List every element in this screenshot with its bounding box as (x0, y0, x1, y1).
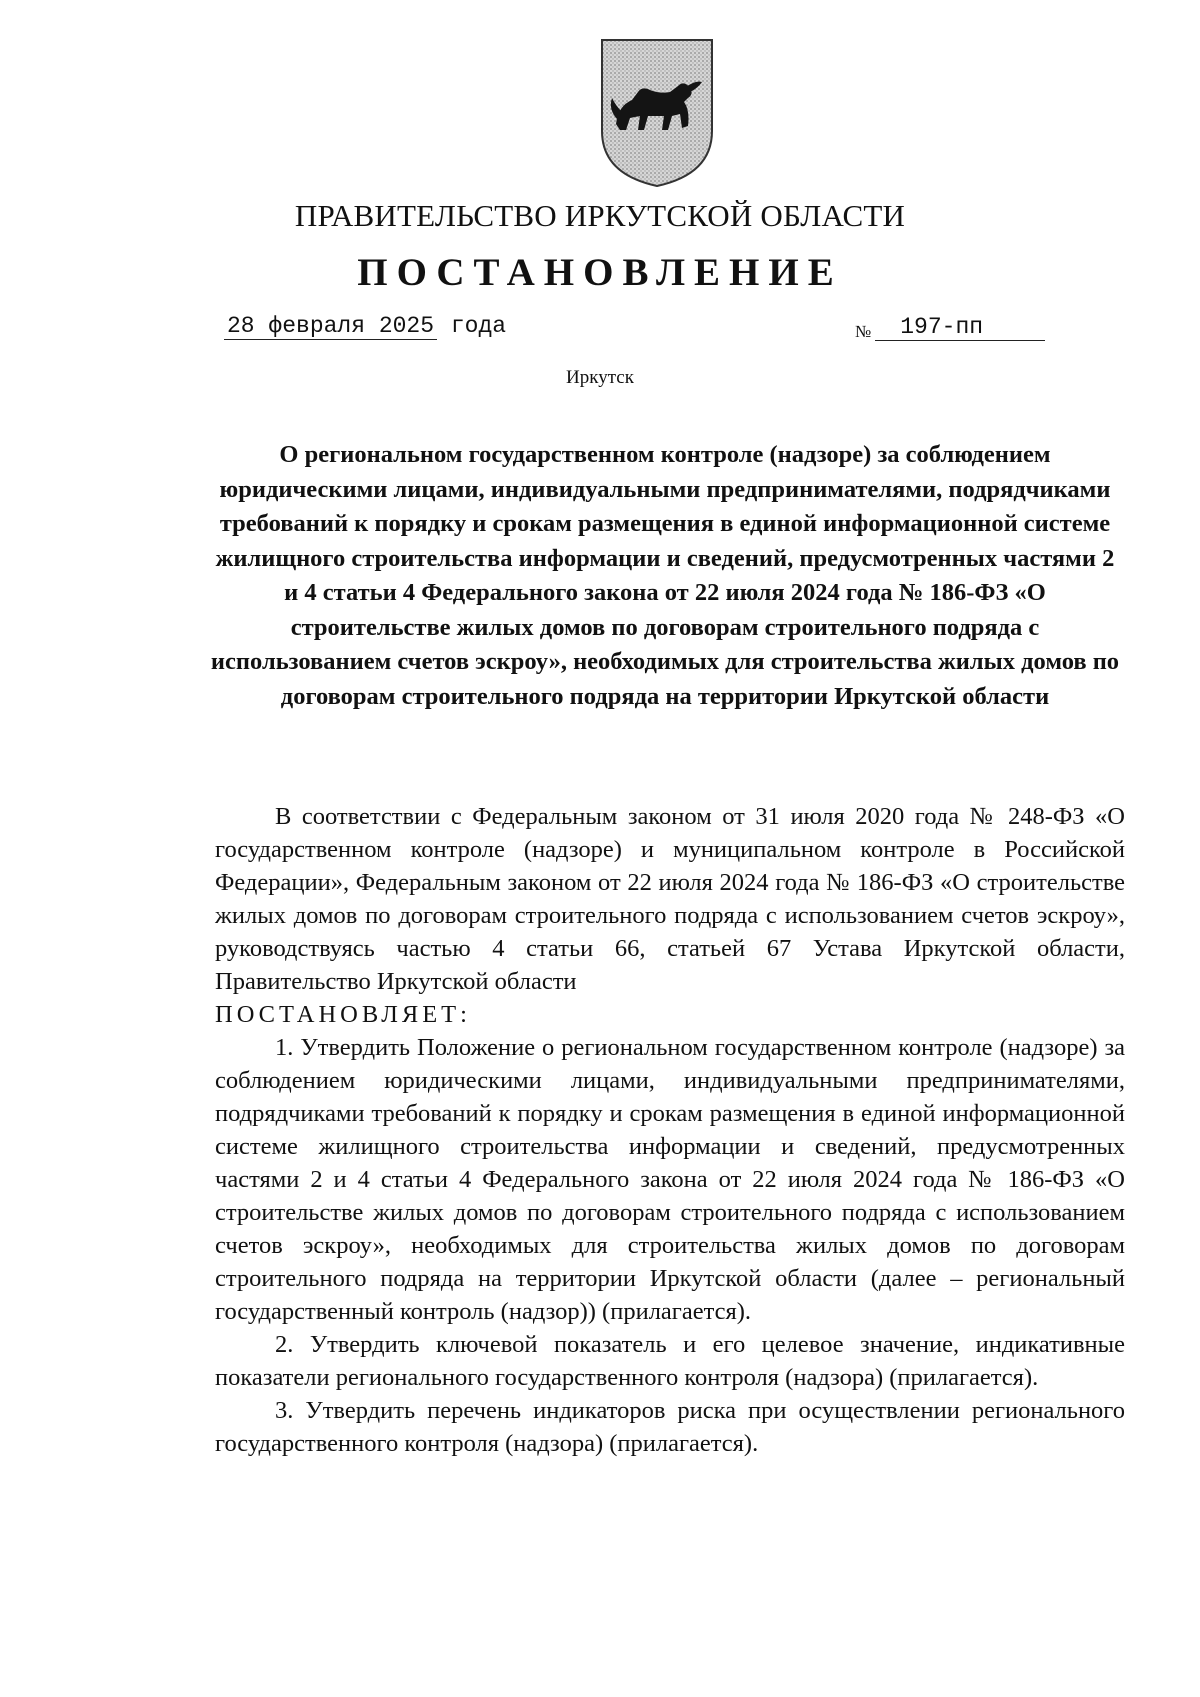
item-paragraph-2: 2. Утвердить ключевой показатель и его целевое значение, индикативные показатели регионального государственного контроля (надзора) (прилагается). (215, 1331, 1125, 1391)
city-name: Иркутск (566, 367, 634, 388)
preamble-paragraph: В соответствии с Федеральным законом от 31 июля 2020 года № 248-ФЗ «О государственном контроле (надзоре) и муниципальном контроле в Российской Федерации», Федеральным законом от 22 июля 2024 года № 186-ФЗ «О строительстве жилых домов по договорам строительного подряда с использованием счетов эскроу», руководствуясь частью 4 статьи 66, статьей 67 Устава Иркутской области, Правительство Иркутской области (215, 803, 1125, 995)
document-type: ПОСТАНОВЛЕНИЕ (357, 251, 843, 294)
date-day-month: 28 февраля 2025 (224, 313, 437, 340)
document-number (855, 313, 1045, 341)
item-paragraph-1: 1. Утвердить Положение о региональном государственном контроле (надзоре) за соблюдением юридическими лицами, индивидуальными предпринимателями, подрядчиками требований к порядку и срокам размещения в единой информационной системе жилищного строительства информации и сведений, предусмотренных частями 2 и 4 статьи 4 Федерального закона от 22 июля 2024 года № 186-ФЗ «О строительстве жилых домов по договорам строительного подряда с использованием счетов эскроу», необходимых для строительства жилых домов по договорам строительного подряда на территории Иркутской области (далее – региональный государственный контроль (надзор)) (прилагается). (215, 1034, 1125, 1325)
item-paragraph-3: 3. Утвердить перечень индикаторов риска при осуществлении регионального государственного контроля (надзора) (прилагается). (215, 1397, 1125, 1457)
document-body (215, 800, 1125, 1460)
document-date (224, 313, 506, 340)
date-suffix: года (450, 313, 507, 339)
organization-name: ПРАВИТЕЛЬСТВО ИРКУТСКОЙ ОБЛАСТИ (294, 198, 906, 233)
coat-of-arms-emblem (598, 36, 716, 188)
number-sign: № (855, 322, 872, 341)
document-title: О региональном государственном контроле (надзоре) за соблюдением юридическими лицами, индивидуальными предпринимателями, подрядчиками требований к порядку и срокам размещения в единой информационной системе жилищного строительства информации и сведений, предусмотренных частями 2 и 4 статьи 4 Федерального закона от 22 июля 2024 года № 186-ФЗ «О строительстве жилых домов по договорам строительного подряда с использованием счетов эскроу», необходимых для строительства жилых домов по договорам строительного подряда на территории Иркутской области (210, 441, 1120, 710)
resolves-heading: ПОСТАНОВЛЯЕТ: (215, 1001, 471, 1028)
number-value: 197-пп (875, 314, 1045, 341)
